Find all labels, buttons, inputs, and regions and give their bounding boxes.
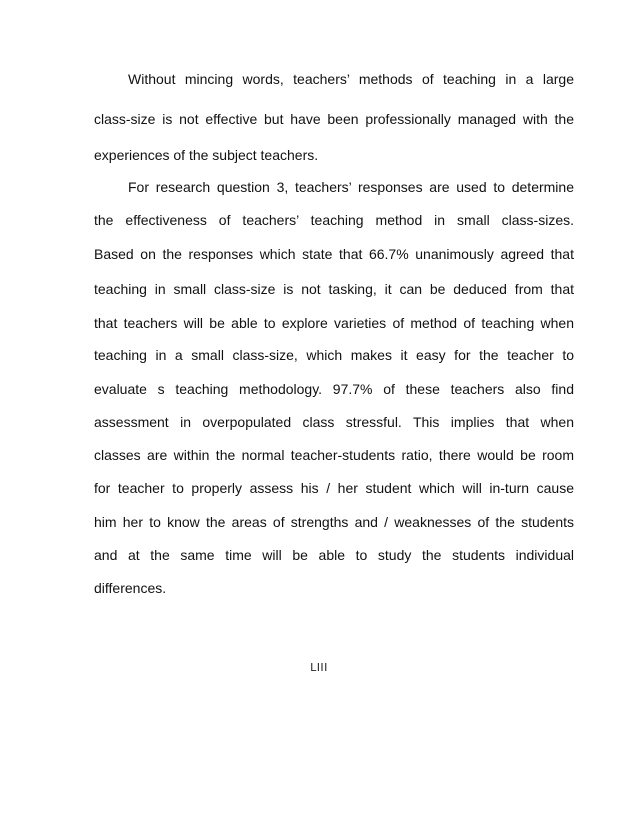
paragraph-2-line-10: for teacher to properly assess his / her student which will in-turn cause [94, 480, 574, 496]
paragraph-2-line-6: teaching in a small class-size, which makes it easy for the teacher to [94, 347, 574, 363]
paragraph-2-line-8: assessment in overpopulated class stressful. This implies that when [94, 414, 574, 430]
paragraph-2-line-1: For research question 3, teachers’ responses are used to determine [128, 179, 574, 195]
paragraph-2-line-5: that teachers will be able to explore varieties of method of teaching when [94, 315, 574, 331]
paragraph-2-line-3: Based on the responses which state that 66.7% unanimously agreed that [94, 246, 574, 262]
paragraph-2-line-12: and at the same time will be able to study the students individual [94, 547, 574, 563]
paragraph-2-line-7: evaluate s teaching methodology. 97.7% of these teachers also find [94, 381, 574, 397]
paragraph-1-line-1: Without mincing words, teachers’ methods of teaching in a large [128, 71, 574, 87]
paragraph-2-line-2: the effectiveness of teachers’ teaching method in small class-sizes. [94, 212, 574, 228]
paragraph-2-line-11: him her to know the areas of strengths and / weaknesses of the students [94, 514, 574, 530]
paragraph-1-line-3: experiences of the subject teachers. [94, 147, 319, 163]
paragraph-2-line-9: classes are within the normal teacher-students ratio, there would be room [94, 447, 574, 463]
paragraph-1-line-2: class-size is not effective but have been professionally managed with the [94, 111, 574, 127]
paragraph-2-line-13: differences. [94, 580, 167, 596]
page-number: LIII [310, 661, 328, 674]
paragraph-2-line-4: teaching in small class-size is not tasking, it can be deduced from that [94, 281, 574, 297]
